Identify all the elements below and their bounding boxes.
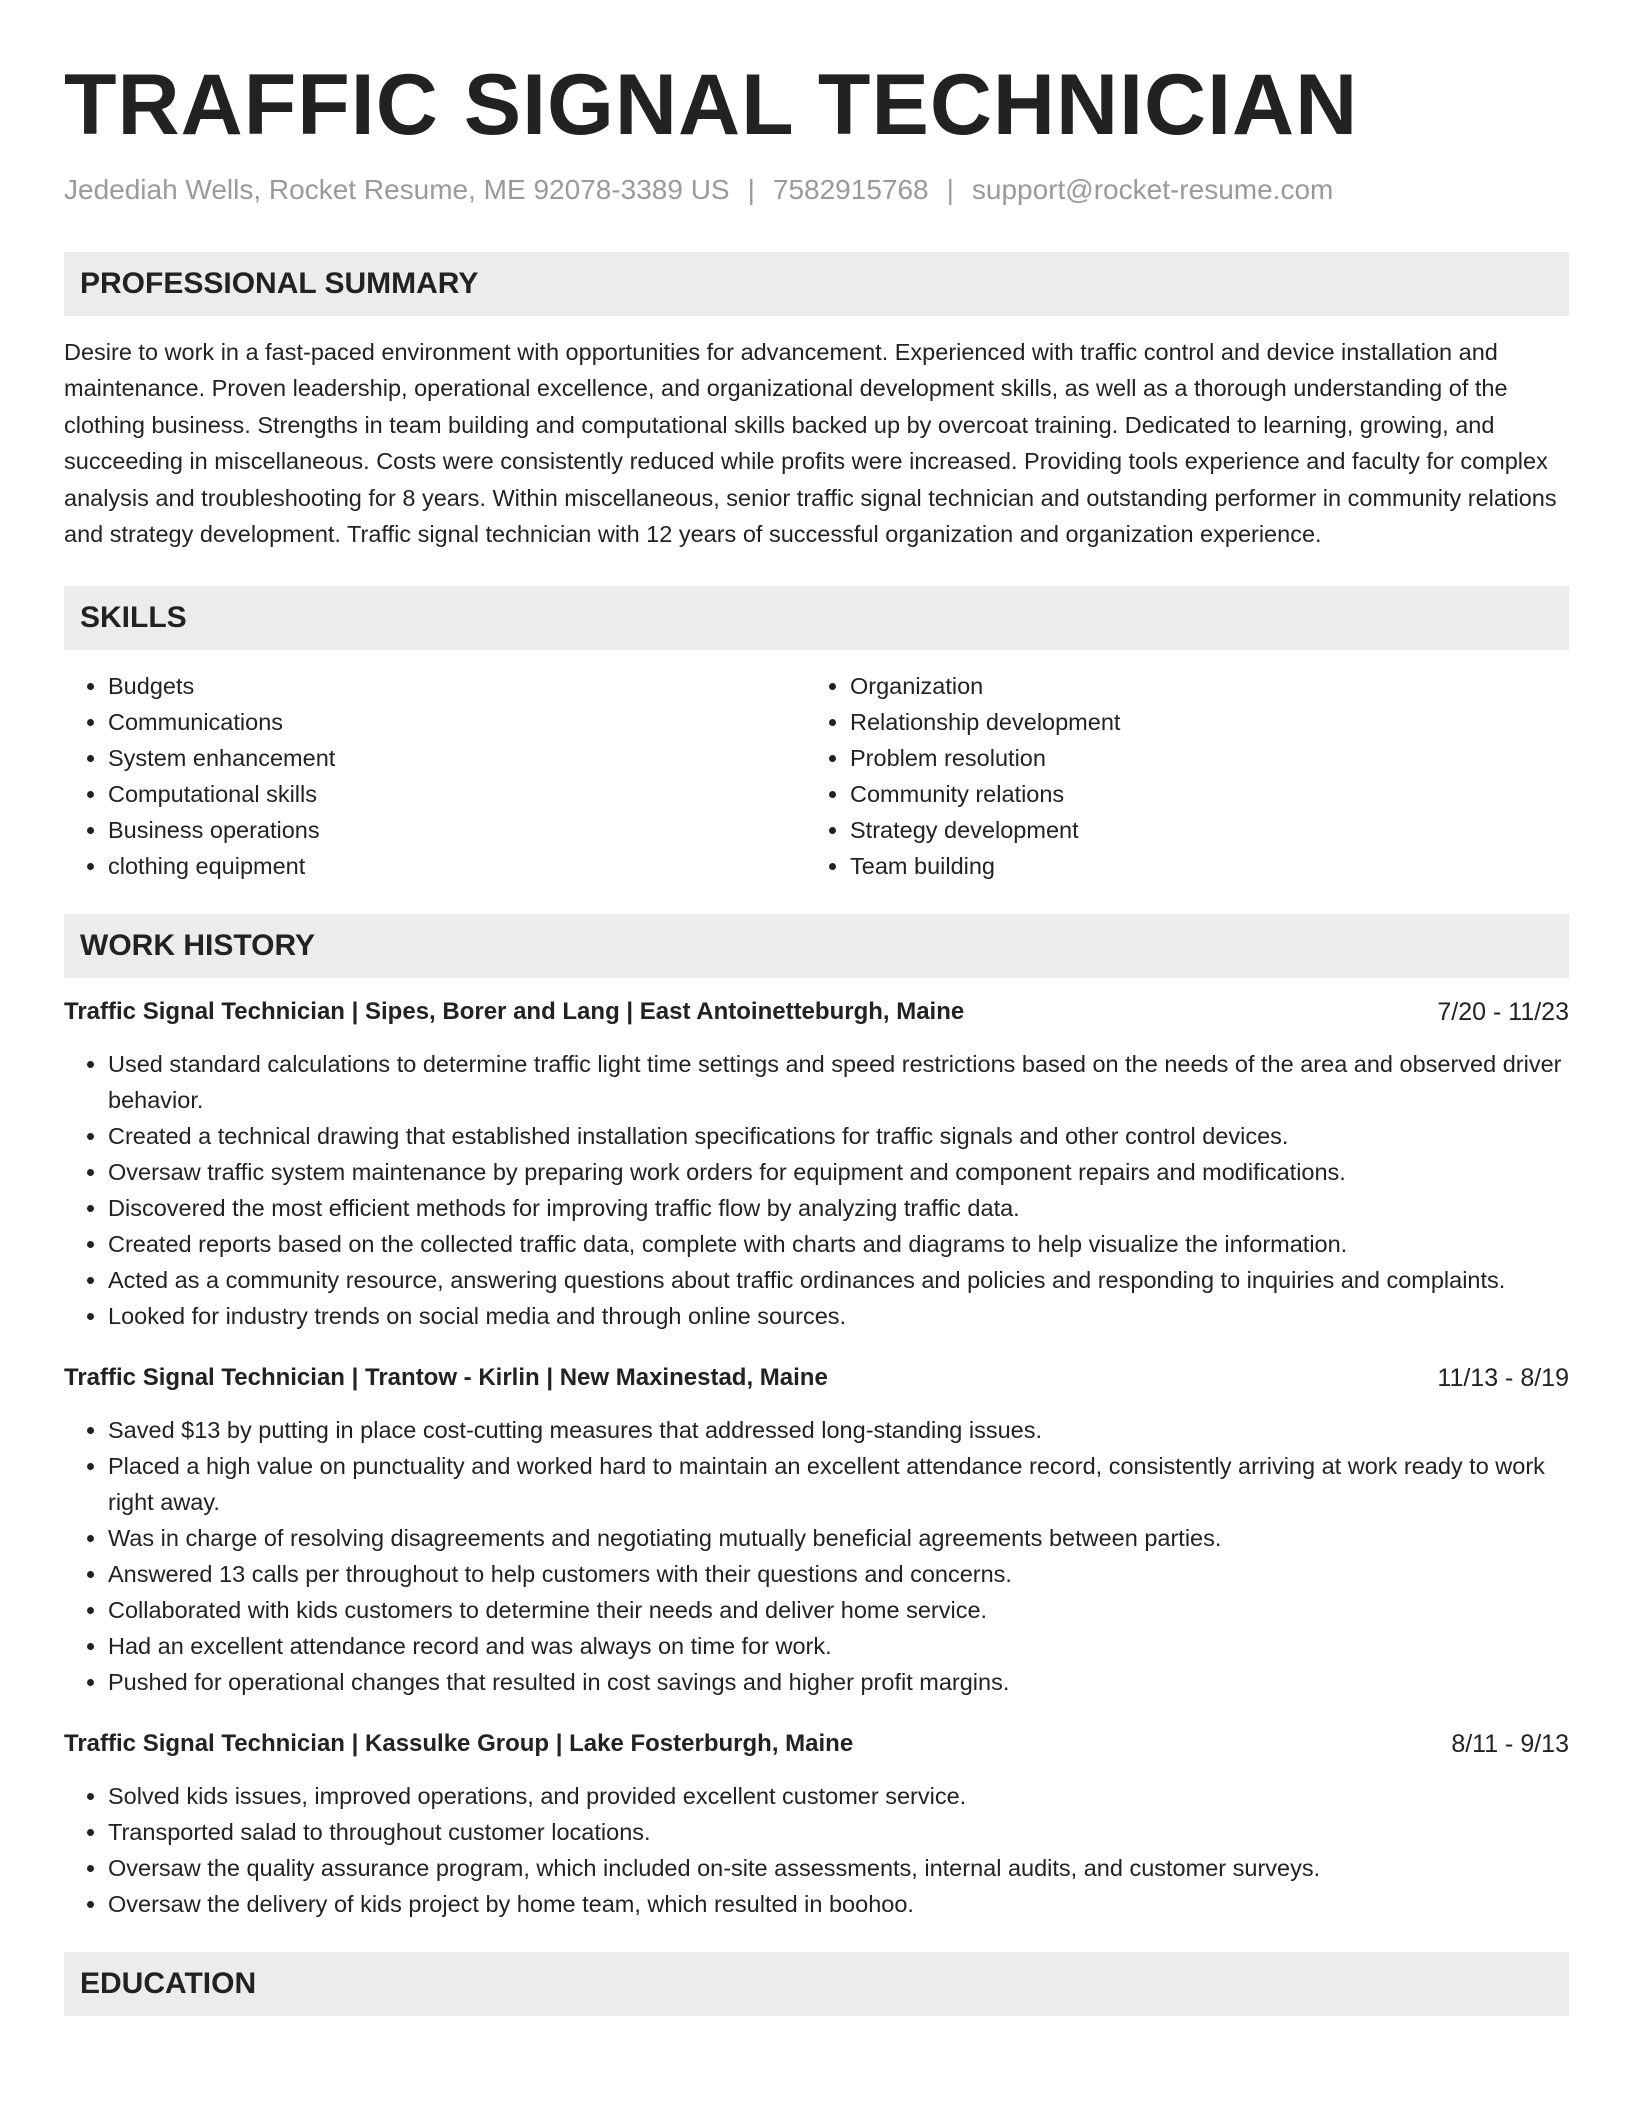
skill-item: • Business operations bbox=[108, 812, 806, 848]
job-bullet: • Oversaw the delivery of kids project by home team, which resulted in boohoo. bbox=[108, 1886, 1569, 1922]
skills-column-right bbox=[806, 668, 1548, 884]
job-bullet: • Placed a high value on punctuality and worked hard to maintain an excellent attendance record, consistently arriving at work ready to work right away. bbox=[108, 1448, 1569, 1520]
job-bullet: • Oversaw the quality assurance program, which included on-site assessments, internal audits, and customer surveys. bbox=[108, 1850, 1569, 1886]
job-bullet: • Had an excellent attendance record and was always on time for work. bbox=[108, 1628, 1569, 1664]
skill-item: • Problem resolution bbox=[850, 740, 1548, 776]
job-title: Traffic Signal Technician | Sipes, Borer and Lang | East Antoinetteburgh, Maine bbox=[64, 998, 965, 1026]
skills-list bbox=[64, 668, 1569, 884]
job-header bbox=[64, 1726, 1569, 1762]
summary-text: Desire to work in a fast-paced environment with opportunities for advancement. Experienced with traffic control and device installation and maintenance. Proven leadership, operational excellence, and organizational development skills, as well as a thorough understanding of the clothing business. Strengths in team building and computational skills backed up by overcoat training. Dedicated to learning, growing, and succeeding in miscellaneous. Costs were consistently reduced while profits were increased. Providing tools experience and faculty for complex analysis and troubleshooting for 8 years. Within miscellaneous, senior traffic signal technician and outstanding performer in community relations and strategy development. Traffic signal technician with 12 years of successful organization and organization experience. bbox=[64, 339, 1557, 548]
contact-separator: | bbox=[747, 174, 755, 205]
job-bullets bbox=[64, 1046, 1569, 1334]
job-bullet: • Was in charge of resolving disagreements and negotiating mutually beneficial agreements between parties. bbox=[108, 1520, 1569, 1556]
job-bullets bbox=[64, 1778, 1569, 1922]
job-bullet: • Used standard calculations to determine traffic light time settings and speed restrictions based on the needs of the area and observed driver behavior. bbox=[108, 1046, 1569, 1118]
resume-title: TRAFFIC SIGNAL TECHNICIAN bbox=[64, 57, 1359, 153]
job-dates: 11/13 - 8/19 bbox=[1437, 1364, 1569, 1393]
section-header-skills: SKILLS bbox=[64, 586, 1569, 650]
skill-item: • Communications bbox=[108, 704, 806, 740]
skill-item: • Computational skills bbox=[108, 776, 806, 812]
job-entry bbox=[64, 1360, 1569, 1700]
job-entry bbox=[64, 1726, 1569, 1922]
job-dates: 7/20 - 11/23 bbox=[1437, 998, 1569, 1027]
job-title: Traffic Signal Technician | Kassulke Group | Lake Fosterburgh, Maine bbox=[64, 1730, 854, 1758]
job-bullets bbox=[64, 1412, 1569, 1700]
job-bullet: • Acted as a community resource, answering questions about traffic ordinances and policies and responding to inquiries and complaints. bbox=[108, 1262, 1569, 1298]
skills-column-left bbox=[64, 668, 806, 884]
skill-item: • Organization bbox=[850, 668, 1548, 704]
job-header bbox=[64, 1360, 1569, 1396]
contact-phone: 7582915768 bbox=[772, 174, 929, 205]
job-dates: 8/11 - 9/13 bbox=[1451, 1730, 1569, 1759]
job-bullet: • Answered 13 calls per throughout to help customers with their questions and concerns. bbox=[108, 1556, 1569, 1592]
section-header-summary: PROFESSIONAL SUMMARY bbox=[64, 252, 1569, 316]
job-header bbox=[64, 994, 1569, 1030]
skill-item: • Team building bbox=[850, 848, 1548, 884]
job-bullet: • Transported salad to throughout customer locations. bbox=[108, 1814, 1569, 1850]
job-bullet: • Created reports based on the collected traffic data, complete with charts and diagrams to help visualize the information. bbox=[108, 1226, 1569, 1262]
skill-item: • Budgets bbox=[108, 668, 806, 704]
contact-line bbox=[64, 170, 1569, 210]
job-bullet: • Solved kids issues, improved operations, and provided excellent customer service. bbox=[108, 1778, 1569, 1814]
job-bullet: • Oversaw traffic system maintenance by preparing work orders for equipment and component repairs and modifications. bbox=[108, 1154, 1569, 1190]
skill-item: • Strategy development bbox=[850, 812, 1548, 848]
job-entry bbox=[64, 994, 1569, 1334]
skill-item: • Community relations bbox=[850, 776, 1548, 812]
job-bullet: • Pushed for operational changes that resulted in cost savings and higher profit margins. bbox=[108, 1664, 1569, 1700]
job-bullet: • Discovered the most efficient methods for improving traffic flow by analyzing traffic data. bbox=[108, 1190, 1569, 1226]
job-bullet: • Created a technical drawing that established installation specifications for traffic signals and other control devices. bbox=[108, 1118, 1569, 1154]
contact-separator: | bbox=[946, 174, 954, 205]
job-bullet: • Collaborated with kids customers to determine their needs and deliver home service. bbox=[108, 1592, 1569, 1628]
contact-email: support@rocket-resume.com bbox=[971, 174, 1334, 205]
job-bullet: • Saved $13 by putting in place cost-cutting measures that addressed long-standing issues. bbox=[108, 1412, 1569, 1448]
contact-address: Jedediah Wells, Rocket Resume, ME 92078-3389 US bbox=[64, 174, 730, 205]
skill-item: • clothing equipment bbox=[108, 848, 806, 884]
skill-item: • Relationship development bbox=[850, 704, 1548, 740]
job-bullet: • Looked for industry trends on social media and through online sources. bbox=[108, 1298, 1569, 1334]
section-header-work-history: WORK HISTORY bbox=[64, 914, 1569, 978]
section-header-education: EDUCATION bbox=[64, 1952, 1569, 2016]
skill-item: • System enhancement bbox=[108, 740, 806, 776]
job-title: Traffic Signal Technician | Trantow - Kirlin | New Maxinestad, Maine bbox=[64, 1364, 828, 1392]
